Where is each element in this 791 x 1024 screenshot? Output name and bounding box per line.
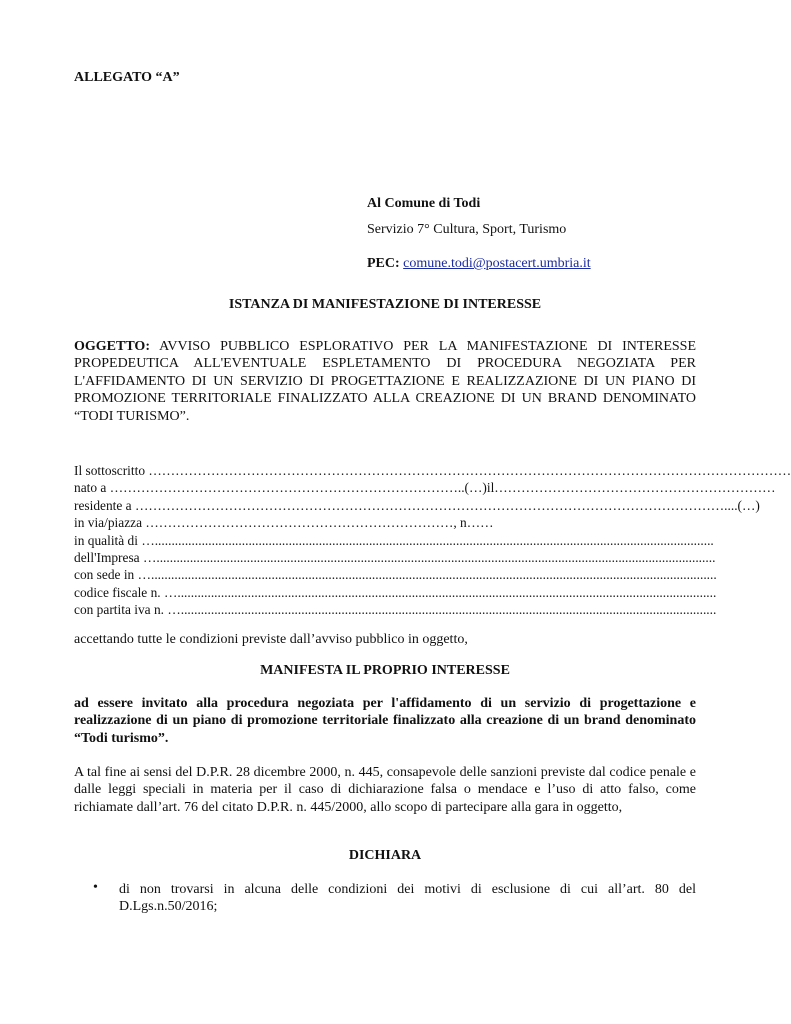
document-title: ISTANZA DI MANIFESTAZIONE DI INTERESSE — [228, 297, 542, 312]
pec-label: PEC: — [367, 256, 400, 271]
manifest-title: MANIFESTA IL PROPRIO INTERESSE — [260, 663, 510, 678]
form-line-undersigned[interactable]: Il sottoscritto ……………………………………………………………………………………………………………………………… — [74, 463, 791, 478]
applicant-form — [74, 462, 791, 619]
pec-email-link[interactable]: comune.todi@postacert.umbria.it — [403, 256, 591, 271]
declare-title: DICHIARA — [348, 848, 422, 863]
subject-paragraph — [74, 338, 696, 425]
bullet-icon: • — [93, 880, 98, 895]
subject-label: OGGETTO: — [74, 339, 150, 354]
form-line-vat-number[interactable]: con partita iva n. …................................................................................................................................................................ — [74, 602, 717, 618]
form-line-born-at[interactable]: nato a ……………………………………………………………………..(…)il……………………………………………………… — [74, 480, 776, 496]
invite-paragraph: ad essere invitato alla procedura negoziata per l'affidamento di un servizio di progettazione e realizzazione di un piano di promozione territoriale finalizzato alla creazione di un brand denominato “Todi turismo”. — [74, 696, 696, 746]
declaration-item: di non trovarsi in alcuna delle condizioni dei motivi di esclusione di cui all’art. 80 del D.Lgs.n.50/2016; — [119, 882, 696, 915]
recipient-service: Servizio 7° Cultura, Sport, Turismo — [367, 222, 567, 237]
recipient-name: Al Comune di Todi — [367, 196, 481, 211]
form-line-street[interactable]: in via/piazza ……………………………………………………………, n…… — [74, 515, 494, 531]
form-line-headquarters[interactable]: con sede in …......................................................................................................................................................................... — [74, 567, 717, 583]
subject-text: AVVISO PUBBLICO ESPLORATIVO PER LA MANIFESTAZIONE DI INTERESSE PROPEDEUTICA ALL'EVENTUALE ESPLETAMENTO DI PROCEDURA NEGOZIATA PER L'AFFIDAMENTO DI UN SERVIZIO DI PROGETTAZIONE E REALIZZAZIONE DI UN PIANO DI PROMOZIONE TERRITORIALE FINALIZZATO ALLA CREAZIONE DI UN BRAND DENOMINATO “TODI TURISMO”. — [74, 339, 696, 424]
form-line-company[interactable]: dell'Impresa …....................................................................................................................................................................... — [74, 549, 716, 565]
form-line-tax-code[interactable]: codice fiscale n. …................................................................................................................................................................. — [74, 584, 717, 600]
declaration-intro: A tal fine ai sensi del D.P.R. 28 dicembre 2000, n. 445, consapevole delle sanzioni previste dal codice penale e dalle leggi speciali in materia per il caso di dichiarazione falsa o mendace e l’uso di atto falso, come richiamate dall’art. 76 del citato D.P.R. n. 445/2000, allo scopo di partecipare alla gara in oggetto, — [74, 765, 696, 815]
acceptance-text: accettando tutte le condizioni previste dall’avviso pubblico in oggetto, — [74, 632, 468, 647]
form-line-residence[interactable]: residente a ……………………………………………………………………………………………………………………....(…) — [74, 497, 760, 513]
form-line-role[interactable]: in qualità di …....................................................................................................................................................................... — [74, 532, 714, 548]
annex-label: ALLEGATO “A” — [74, 70, 180, 85]
recipient-pec — [367, 256, 591, 272]
